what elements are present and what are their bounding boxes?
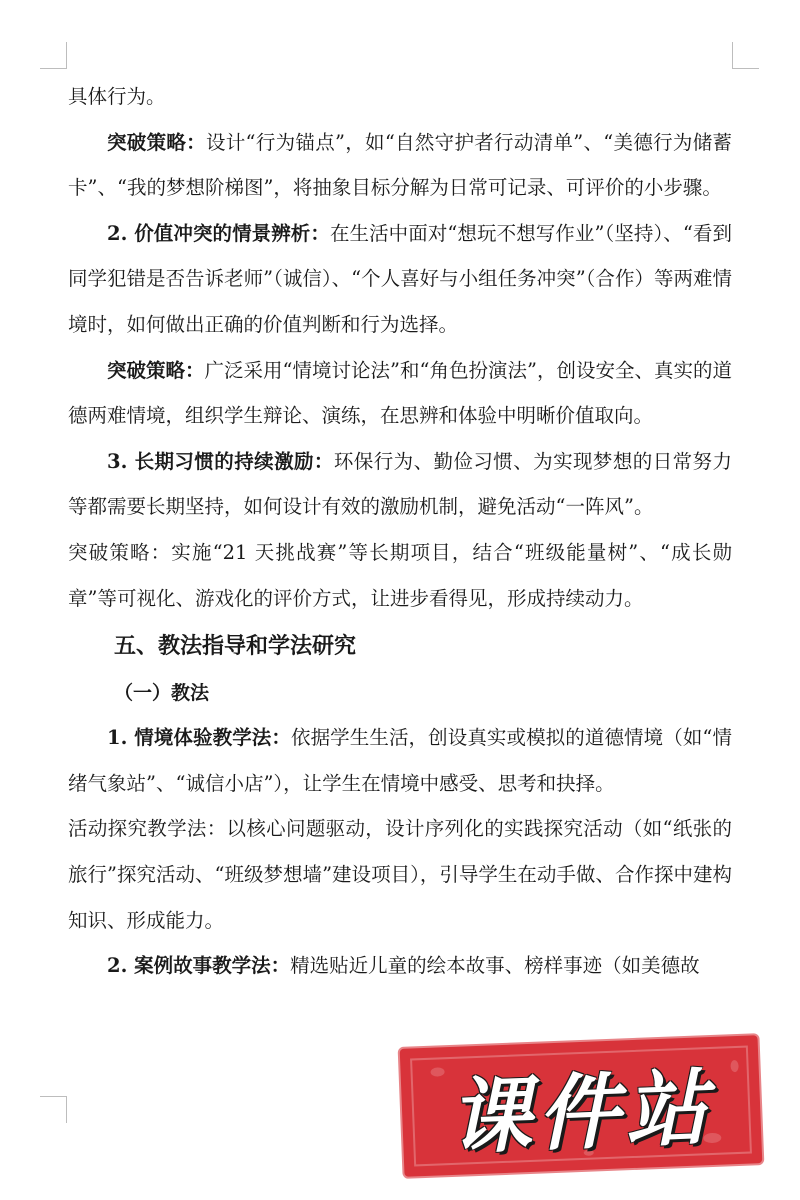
watermark-text: 课件站 [447,1060,715,1166]
paragraph-strategy-2 [68,348,732,439]
subsection-heading-teaching-methods: （一）教法 [114,682,210,705]
paragraph-text: 广泛采用“情境讨论法”和“角色扮演法”，创设安全、真实的道德两难情境，组织学生辩论、演练，在思辨和体验中明晰价值取向。 [68,358,732,428]
paragraph-strategy-3: 突破策略：实施“21 天挑战赛”等长期项目，结合“班级能量树”、“成长勋章”等可视化、游戏化的评价方式，让进步看得见，形成持续动力。 [68,540,732,610]
crop-mark-top-left [40,42,67,69]
paragraph-text: 设计“行为锚点”，如“自然守护者行动清单”、“美德行为储蓄卡”、“我的梦想阶梯图”，将抽象目标分解为日常可记录、可评价的小步骤。 [68,130,732,200]
paragraph-label: 突破策略： [107,130,206,154]
crop-mark-top-right [732,42,759,69]
document-body [68,74,732,989]
paragraph-value-conflict [68,211,732,348]
paragraph-text: 依据学生生活，创设真实或模拟的道德情境（如“情绪气象站”、“诚信小店”），让学生在情境中感受、思考和抉择。 [68,726,732,795]
crop-mark-bottom-left [40,1096,67,1123]
paragraph-text: 精选贴近儿童的绘本故事、榜样事迹（如美德故 [290,954,700,978]
paragraph-label: 2. 案例故事教学法： [107,954,291,978]
paragraph-strategy-1 [68,120,732,211]
paragraph-text: 在生活中面对“想玩不想写作业”（坚持）、“看到同学犯错是否告诉老师”（诚信）、“个人喜好与小组任务冲突”（合作）等两难情境时，如何做出正确的价值判断和行为选择。 [68,221,732,336]
paragraph-case-story-method [68,943,732,989]
paragraph-continuation: 具体行为。 [68,85,166,108]
section-heading-5: 五、教法指导和学法研究 [114,634,357,660]
paragraph-text: 环保行为、勤俭习惯、为实现梦想的日常努力等都需要长期坚持，如何设计有效的激励机制，避免活动“一阵风”。 [68,449,732,519]
paragraph-activity-method: 活动探究教学法：以核心问题驱动，设计序列化的实践探究活动（如“纸张的旅行”探究活动、“班级梦想墙”建设项目），引导学生在动手做、合作探中建构知识、形成能力。 [68,817,732,932]
paragraph-label: 3. 长期习惯的持续激励： [107,449,334,473]
paragraph-label: 2. 价值冲突的情景辨析： [107,221,330,245]
paragraph-habit-incentive [68,439,732,530]
paragraph-label: 1. 情境体验教学法： [107,726,291,750]
paragraph-label: 突破策略： [107,358,205,382]
paragraph-situational-method [68,715,732,806]
watermark-stamp [400,1035,763,1177]
